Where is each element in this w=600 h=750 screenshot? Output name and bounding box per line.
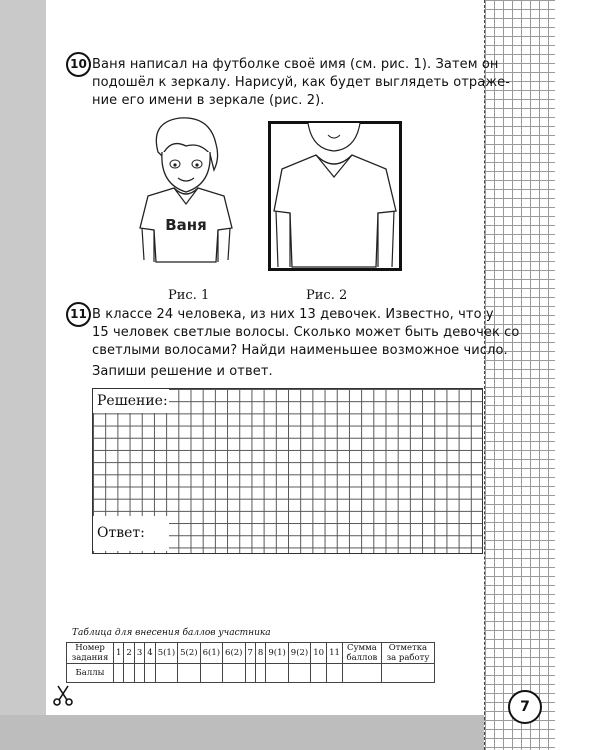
solution-label: Решение: xyxy=(93,389,169,413)
task-cell: 8 xyxy=(255,643,265,664)
score-input-cell[interactable] xyxy=(134,664,144,683)
score-input-cell[interactable] xyxy=(255,664,265,683)
task-cell: 10 xyxy=(311,643,327,664)
question-number-10: 10 xyxy=(66,52,91,77)
score-input-cell[interactable] xyxy=(288,664,310,683)
shirt-name-text: Ваня xyxy=(165,216,207,234)
sum-input-cell[interactable] xyxy=(342,664,381,683)
score-input-cell[interactable] xyxy=(145,664,155,683)
question-11-text xyxy=(92,306,519,360)
score-input-cell[interactable] xyxy=(178,664,200,683)
score-input-cell[interactable] xyxy=(245,664,255,683)
question-10-line-3: ние его имени в зеркале (рис. 2). xyxy=(92,93,325,108)
task-cell: 2 xyxy=(124,643,134,664)
sum-header-line-1: Сумма xyxy=(347,643,377,653)
answer-label: Ответ: xyxy=(93,516,169,551)
figure-1-caption: Рис. 1 xyxy=(168,288,210,303)
score-input-cell[interactable] xyxy=(114,664,124,683)
page-footer-strip xyxy=(0,715,484,750)
question-11-instruction: Запиши решение и ответ. xyxy=(92,364,273,379)
scissors-icon xyxy=(52,684,74,706)
task-cell: 1 xyxy=(114,643,124,664)
task-cell: 3 xyxy=(134,643,144,664)
sum-header-line-2: баллов xyxy=(346,653,378,663)
task-number-header-line-1: Номер xyxy=(75,643,105,653)
mark-header xyxy=(381,643,434,664)
task-cell: 6(2) xyxy=(223,643,245,664)
question-11-line-1: В классе 24 человека, из них 13 девочек. Известно, что у xyxy=(92,307,494,322)
task-cell: 4 xyxy=(145,643,155,664)
figure-2-mirror-frame[interactable] xyxy=(268,121,402,271)
question-number-11: 11 xyxy=(66,302,91,327)
score-input-cell[interactable] xyxy=(327,664,343,683)
task-number-header-line-2: задания xyxy=(71,653,109,663)
question-11-line-3: светлыми волосами? Найди наименьшее возможное число. xyxy=(92,343,508,358)
score-table-header-row xyxy=(67,643,435,664)
score-table xyxy=(66,642,435,683)
task-cell: 7 xyxy=(245,643,255,664)
task-cell: 5(1) xyxy=(155,643,177,664)
score-input-cell[interactable] xyxy=(124,664,134,683)
mark-header-line-1: Отметка xyxy=(388,643,428,653)
figure-2-caption: Рис. 2 xyxy=(306,288,348,303)
question-10-line-1: Ваня написал на футболке своё имя (см. рис. 1). Затем он xyxy=(92,57,499,72)
score-table-points-row xyxy=(67,664,435,683)
points-row-header: Баллы xyxy=(67,664,114,683)
mark-input-cell[interactable] xyxy=(381,664,434,683)
task-cell: 6(1) xyxy=(200,643,222,664)
mark-header-line-2: за работу xyxy=(386,653,430,663)
task-cell: 5(2) xyxy=(178,643,200,664)
score-input-cell[interactable] xyxy=(155,664,177,683)
sum-header xyxy=(342,643,381,664)
score-input-cell[interactable] xyxy=(311,664,327,683)
question-10-text xyxy=(92,56,510,110)
task-cell: 9(2) xyxy=(288,643,310,664)
question-10-line-2: подошёл к зеркалу. Нарисуй, как будет выглядеть отраже- xyxy=(92,75,511,90)
question-11-line-2: 15 человек светлые волосы. Сколько может быть девочек со xyxy=(92,325,520,340)
score-input-cell[interactable] xyxy=(223,664,245,683)
margin-grid xyxy=(484,0,555,750)
task-cell: 11 xyxy=(327,643,343,664)
task-number-header xyxy=(67,643,114,664)
page-number: 7 xyxy=(508,690,542,724)
score-input-cell[interactable] xyxy=(200,664,222,683)
score-input-cell[interactable] xyxy=(266,664,288,683)
task-cell: 9(1) xyxy=(266,643,288,664)
figure-1-boy-illustration xyxy=(130,112,240,280)
score-table-title: Таблица для внесения баллов участника xyxy=(72,628,271,638)
